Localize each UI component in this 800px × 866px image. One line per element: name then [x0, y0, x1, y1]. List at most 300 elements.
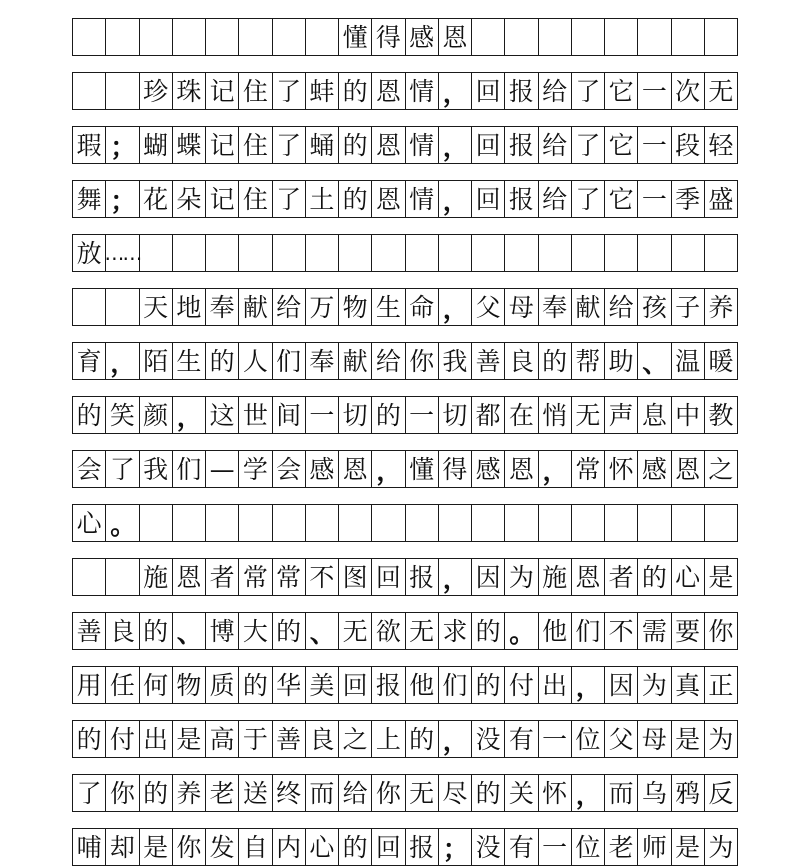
grid-cell — [472, 19, 505, 55]
grid-cell-char: 了 — [572, 127, 605, 163]
grid-cell-char: ， — [572, 775, 605, 811]
grid-cell-char: 的 — [339, 73, 372, 109]
grid-cell-char: 的 — [638, 559, 671, 595]
grid-cell-char: 内 — [273, 829, 306, 865]
grid-cell-char: 奉 — [206, 289, 239, 325]
grid-cell-char: 的 — [372, 397, 405, 433]
grid-cell-char: 报 — [406, 559, 439, 595]
grid-cell-char: 得 — [439, 451, 472, 487]
grid-cell-char: 是 — [672, 829, 705, 865]
grid-cell-char: 的 — [273, 613, 306, 649]
grid-cell-char: 一 — [306, 397, 339, 433]
grid-cell-char: 给 — [605, 289, 638, 325]
grid-cell — [505, 235, 538, 271]
grid-cell-char: 奉 — [539, 289, 572, 325]
grid-cell-char: 住 — [239, 181, 272, 217]
grid-cell-char: 良 — [106, 613, 139, 649]
grid-cell-char: 学 — [239, 451, 272, 487]
grid-row — [72, 396, 738, 434]
grid-cell-char: 懂 — [406, 451, 439, 487]
grid-cell-char: 笑 — [106, 397, 139, 433]
grid-cell-char: 给 — [339, 775, 372, 811]
grid-cell-char: ， — [372, 451, 405, 487]
grid-cell-char: 的 — [472, 667, 505, 703]
grid-cell — [339, 235, 372, 271]
grid-cell-char: 恩 — [372, 73, 405, 109]
grid-cell-char: 的 — [339, 829, 372, 865]
grid-cell-char: 我 — [140, 451, 173, 487]
grid-cell-char: 地 — [173, 289, 206, 325]
grid-cell — [439, 235, 472, 271]
grid-cell-char: ； — [106, 127, 139, 163]
grid-cell-char: 鸦 — [672, 775, 705, 811]
grid-cell-char: 给 — [273, 289, 306, 325]
grid-cell-char: 在 — [505, 397, 538, 433]
grid-cell-char: 却 — [106, 829, 139, 865]
grid-cell-char: 的 — [140, 775, 173, 811]
grid-cell-char: 珠 — [173, 73, 206, 109]
grid-cell — [638, 235, 671, 271]
grid-cell-char: 、 — [173, 613, 206, 649]
grid-cell — [140, 235, 173, 271]
grid-cell-char: 回 — [472, 73, 505, 109]
grid-cell-char: 回 — [472, 181, 505, 217]
grid-cell-char: 的 — [339, 181, 372, 217]
grid-cell — [672, 505, 705, 541]
grid-cell-char: 无 — [339, 613, 372, 649]
grid-cell-char: 他 — [406, 667, 439, 703]
grid-cell — [572, 235, 605, 271]
grid-cell-char: 陌 — [140, 343, 173, 379]
grid-cell-char: 善 — [73, 613, 106, 649]
grid-cell-char: 朵 — [173, 181, 206, 217]
grid-cell-char: 暖 — [705, 343, 738, 379]
grid-cell-char: 求 — [439, 613, 472, 649]
grid-cell-char: 是 — [140, 829, 173, 865]
grid-cell-char: 出 — [539, 667, 572, 703]
grid-cell-char: 懂 — [339, 19, 372, 55]
grid-cell — [306, 235, 339, 271]
grid-cell-char: 会 — [73, 451, 106, 487]
grid-cell-char: 育 — [73, 343, 106, 379]
grid-cell-char: 子 — [672, 289, 705, 325]
grid-row — [72, 666, 738, 704]
grid-cell-char: 珍 — [140, 73, 173, 109]
grid-cell-char: ， — [439, 559, 472, 595]
grid-cell — [206, 19, 239, 55]
grid-cell-char: 善 — [273, 721, 306, 757]
grid-cell-char: 一 — [638, 127, 671, 163]
grid-cell-char: 回 — [472, 127, 505, 163]
grid-cell — [273, 19, 306, 55]
grid-row — [72, 126, 738, 164]
grid-cell-char: 季 — [672, 181, 705, 217]
grid-cell-char: 为 — [505, 559, 538, 595]
grid-cell-char: 了 — [273, 73, 306, 109]
grid-cell-char: 得 — [372, 19, 405, 55]
grid-cell-char: 蛹 — [306, 127, 339, 163]
grid-cell-char: 为 — [638, 667, 671, 703]
grid-cell-char: 物 — [339, 289, 372, 325]
grid-cell-char: 天 — [140, 289, 173, 325]
grid-cell-char: 因 — [605, 667, 638, 703]
grid-cell-char: 是 — [173, 721, 206, 757]
grid-cell-char: 生 — [372, 289, 405, 325]
grid-cell-char: 的 — [472, 775, 505, 811]
grid-cell-char: 华 — [273, 667, 306, 703]
grid-cell-char: 为 — [705, 829, 738, 865]
grid-cell — [705, 19, 738, 55]
grid-cell-char: 正 — [705, 667, 738, 703]
grid-cell-char: 记 — [206, 127, 239, 163]
grid-cell-char: 情 — [406, 181, 439, 217]
grid-cell-char: 无 — [705, 73, 738, 109]
grid-cell-char: 们 — [273, 343, 306, 379]
grid-cell-char: 的 — [539, 343, 572, 379]
grid-cell — [439, 505, 472, 541]
grid-cell-char: 们 — [572, 613, 605, 649]
grid-row — [72, 774, 738, 812]
grid-cell — [73, 19, 106, 55]
grid-row — [72, 612, 738, 650]
grid-cell-char: 的 — [73, 721, 106, 757]
grid-cell-char: 付 — [106, 721, 139, 757]
grid-cell-char: ， — [572, 667, 605, 703]
grid-cell-char: 需 — [638, 613, 671, 649]
grid-cell — [73, 73, 106, 109]
grid-cell-char: 是 — [705, 559, 738, 595]
grid-cell-char: 父 — [472, 289, 505, 325]
grid-cell-char: 回 — [372, 829, 405, 865]
grid-cell-char: ， — [439, 127, 472, 163]
grid-cell — [306, 19, 339, 55]
grid-cell-char: 大 — [239, 613, 272, 649]
grid-cell — [239, 19, 272, 55]
grid-cell — [173, 19, 206, 55]
grid-cell — [106, 19, 139, 55]
grid-cell-char: ； — [106, 181, 139, 217]
grid-cell-char: 感 — [306, 451, 339, 487]
grid-cell-char: 你 — [406, 343, 439, 379]
grid-cell — [106, 289, 139, 325]
grid-cell-char: 感 — [638, 451, 671, 487]
grid-cell-char: 而 — [306, 775, 339, 811]
grid-cell-char: 颜 — [140, 397, 173, 433]
grid-row — [72, 180, 738, 218]
grid-cell — [638, 19, 671, 55]
grid-cell-char: 段 — [672, 127, 705, 163]
grid-cell — [239, 235, 272, 271]
grid-cell-char: 、 — [306, 613, 339, 649]
grid-cell-char: 心 — [672, 559, 705, 595]
grid-cell-char: 因 — [472, 559, 505, 595]
grid-cell-char: 们 — [439, 667, 472, 703]
grid-cell-char: 养 — [173, 775, 206, 811]
grid-cell-char: 蝶 — [173, 127, 206, 163]
grid-cell-char: 恩 — [372, 181, 405, 217]
grid-row — [72, 72, 738, 110]
grid-cell-char: 恩 — [173, 559, 206, 595]
grid-cell — [539, 19, 572, 55]
grid-cell-char: 放 — [73, 235, 106, 271]
grid-cell-char: 母 — [638, 721, 671, 757]
grid-cell-char: 自 — [239, 829, 272, 865]
title-row — [72, 18, 738, 56]
grid-cell-char: 你 — [372, 775, 405, 811]
grid-cell-char: 一 — [539, 721, 572, 757]
grid-cell-char: 常 — [572, 451, 605, 487]
grid-cell-char: 没 — [472, 721, 505, 757]
grid-cell-char: 高 — [206, 721, 239, 757]
grid-cell-char: 。 — [505, 613, 538, 649]
grid-cell-char: 恩 — [339, 451, 372, 487]
grid-cell — [505, 19, 538, 55]
grid-cell-char: 次 — [672, 73, 705, 109]
grid-cell — [605, 235, 638, 271]
grid-cell-char: 献 — [239, 289, 272, 325]
grid-cell-char: 怀 — [605, 451, 638, 487]
grid-cell-char: 恩 — [672, 451, 705, 487]
grid-cell — [372, 505, 405, 541]
grid-cell-char: 位 — [572, 829, 605, 865]
grid-row — [72, 828, 738, 866]
grid-cell-char: 舞 — [73, 181, 106, 217]
grid-cell-char: 蝴 — [140, 127, 173, 163]
grid-cell-char: 记 — [206, 181, 239, 217]
grid-cell — [539, 505, 572, 541]
grid-cell-char: 中 — [672, 397, 705, 433]
grid-cell-char: 者 — [605, 559, 638, 595]
grid-cell-char: 一 — [638, 181, 671, 217]
grid-cell-char: 奉 — [306, 343, 339, 379]
grid-cell — [505, 505, 538, 541]
grid-cell-char: 有 — [505, 829, 538, 865]
grid-cell-char: 良 — [505, 343, 538, 379]
grid-cell-char: 养 — [705, 289, 738, 325]
grid-cell-char: 了 — [273, 181, 306, 217]
grid-cell-char: 恩 — [505, 451, 538, 487]
grid-cell-char: 要 — [672, 613, 705, 649]
grid-cell — [106, 73, 139, 109]
grid-cell-char: ， — [439, 721, 472, 757]
grid-cell-char: 终 — [273, 775, 306, 811]
grid-cell-char: 美 — [306, 667, 339, 703]
grid-cell-char: 你 — [705, 613, 738, 649]
grid-cell-char: 息 — [638, 397, 671, 433]
grid-cell — [173, 235, 206, 271]
grid-cell-char: 世 — [239, 397, 272, 433]
grid-cell — [140, 505, 173, 541]
grid-cell-char: 发 — [206, 829, 239, 865]
grid-cell-char: ； — [439, 829, 472, 865]
grid-cell — [306, 505, 339, 541]
grid-cell-char: 记 — [206, 73, 239, 109]
grid-cell-char: 人 — [239, 343, 272, 379]
grid-cell-char: 了 — [572, 181, 605, 217]
grid-cell-char: 尽 — [439, 775, 472, 811]
grid-cell-char: 无 — [406, 613, 439, 649]
grid-cell-char: 给 — [539, 127, 572, 163]
grid-cell-char: 。 — [106, 505, 139, 541]
grid-cell-char: 了 — [572, 73, 605, 109]
grid-row — [72, 720, 738, 758]
grid-cell-char: 的 — [239, 667, 272, 703]
grid-cell-char: 给 — [372, 343, 405, 379]
grid-row — [72, 288, 738, 326]
grid-cell-char: 良 — [306, 721, 339, 757]
grid-cell-char: …… — [106, 235, 139, 271]
grid-cell-char: 质 — [206, 667, 239, 703]
grid-cell — [406, 235, 439, 271]
grid-cell-char: — — [206, 451, 239, 487]
grid-cell-char: 献 — [572, 289, 605, 325]
grid-cell — [539, 235, 572, 271]
grid-cell-char: 老 — [206, 775, 239, 811]
grid-cell-char: 生 — [173, 343, 206, 379]
grid-cell — [672, 19, 705, 55]
grid-cell — [705, 235, 738, 271]
grid-cell-char: 我 — [439, 343, 472, 379]
grid-cell-char: 回 — [339, 667, 372, 703]
grid-cell-char: 有 — [505, 721, 538, 757]
grid-cell-char: 温 — [672, 343, 705, 379]
grid-cell-char: 哺 — [73, 829, 106, 865]
grid-cell-char: 切 — [439, 397, 472, 433]
grid-cell-char: 乌 — [638, 775, 671, 811]
grid-cell-char: 图 — [339, 559, 372, 595]
grid-cell — [472, 505, 505, 541]
grid-cell-char: 师 — [638, 829, 671, 865]
grid-cell-char: 花 — [140, 181, 173, 217]
grid-cell — [273, 235, 306, 271]
grid-cell-char: 情 — [406, 73, 439, 109]
grid-cell — [605, 19, 638, 55]
grid-cell-char: 这 — [206, 397, 239, 433]
grid-cell-char: 施 — [539, 559, 572, 595]
grid-cell-char: 欲 — [372, 613, 405, 649]
grid-cell-char: 心 — [306, 829, 339, 865]
grid-cell-char: 盛 — [705, 181, 738, 217]
grid-cell-char: 善 — [472, 343, 505, 379]
grid-cell — [73, 289, 106, 325]
grid-cell-char: 没 — [472, 829, 505, 865]
grid-cell-char: 报 — [505, 127, 538, 163]
grid-cell-char: 住 — [239, 73, 272, 109]
grid-cell-char: 万 — [306, 289, 339, 325]
grid-cell-char: 之 — [705, 451, 738, 487]
grid-cell-char: 不 — [306, 559, 339, 595]
grid-cell-char: 蚌 — [306, 73, 339, 109]
grid-row — [72, 342, 738, 380]
grid-cell-char: 他 — [539, 613, 572, 649]
grid-cell-char: 都 — [472, 397, 505, 433]
grid-cell — [339, 505, 372, 541]
grid-cell-char: ， — [539, 451, 572, 487]
grid-cell-char: 物 — [173, 667, 206, 703]
grid-cell — [106, 559, 139, 595]
grid-cell-char: 教 — [705, 397, 738, 433]
grid-cell — [638, 505, 671, 541]
grid-cell-char: 一 — [638, 73, 671, 109]
grid-cell-char: 给 — [539, 181, 572, 217]
grid-cell-char: 关 — [505, 775, 538, 811]
grid-cell-char: 的 — [140, 613, 173, 649]
grid-cell-char: 母 — [505, 289, 538, 325]
grid-cell-char: 你 — [106, 775, 139, 811]
grid-cell-char: 助 — [605, 343, 638, 379]
grid-cell-char: 了 — [106, 451, 139, 487]
grid-cell — [572, 19, 605, 55]
grid-cell-char: 恩 — [439, 19, 472, 55]
grid-cell-char: 之 — [339, 721, 372, 757]
grid-cell-char: 报 — [505, 73, 538, 109]
grid-cell-char: 无 — [572, 397, 605, 433]
grid-cell-char: 为 — [705, 721, 738, 757]
grid-cell-char: 一 — [406, 397, 439, 433]
grid-cell — [406, 505, 439, 541]
grid-cell-char: 的 — [339, 127, 372, 163]
grid-cell — [140, 19, 173, 55]
grid-cell-char: 何 — [140, 667, 173, 703]
grid-cell — [239, 505, 272, 541]
grid-cell-char: 付 — [505, 667, 538, 703]
grid-cell-char: 恩 — [572, 559, 605, 595]
grid-cell-char: 送 — [239, 775, 272, 811]
grid-cell — [206, 505, 239, 541]
grid-cell-char: 是 — [672, 721, 705, 757]
grid-cell-char: 们 — [173, 451, 206, 487]
grid-cell-char: 感 — [472, 451, 505, 487]
grid-cell-char: 常 — [239, 559, 272, 595]
grid-cell-char: 它 — [605, 181, 638, 217]
grid-cell-char: 切 — [339, 397, 372, 433]
grid-cell-char: 感 — [406, 19, 439, 55]
grid-cell-char: 土 — [306, 181, 339, 217]
grid-cell-char: 了 — [73, 775, 106, 811]
grid-cell — [206, 235, 239, 271]
grid-row — [72, 450, 738, 488]
grid-cell-char: 于 — [239, 721, 272, 757]
grid-cell-char: 不 — [605, 613, 638, 649]
grid-cell-char: 给 — [539, 73, 572, 109]
grid-cell-char: 常 — [273, 559, 306, 595]
grid-row — [72, 504, 738, 542]
grid-cell-char: ， — [106, 343, 139, 379]
grid-cell-char: 命 — [406, 289, 439, 325]
grid-cell — [705, 505, 738, 541]
grid-cell-char: 而 — [605, 775, 638, 811]
grid-cell-char: 孩 — [638, 289, 671, 325]
grid-cell-char: 间 — [273, 397, 306, 433]
grid-cell-char: 它 — [605, 127, 638, 163]
grid-cell-char: 上 — [372, 721, 405, 757]
grid-row — [72, 558, 738, 596]
grid-cell-char: 情 — [406, 127, 439, 163]
grid-cell-char: 出 — [140, 721, 173, 757]
grid-cell-char: ， — [439, 289, 472, 325]
grid-cell-char: 反 — [705, 775, 738, 811]
grid-cell-char: ， — [439, 181, 472, 217]
grid-cell-char: 、 — [638, 343, 671, 379]
grid-cell — [273, 505, 306, 541]
grid-cell-char: 父 — [605, 721, 638, 757]
grid-cell-char: 悄 — [539, 397, 572, 433]
grid-cell-char: 老 — [605, 829, 638, 865]
grid-cell-char: 了 — [273, 127, 306, 163]
grid-cell — [372, 235, 405, 271]
grid-cell-char: 恩 — [372, 127, 405, 163]
grid-cell-char: 心 — [73, 505, 106, 541]
